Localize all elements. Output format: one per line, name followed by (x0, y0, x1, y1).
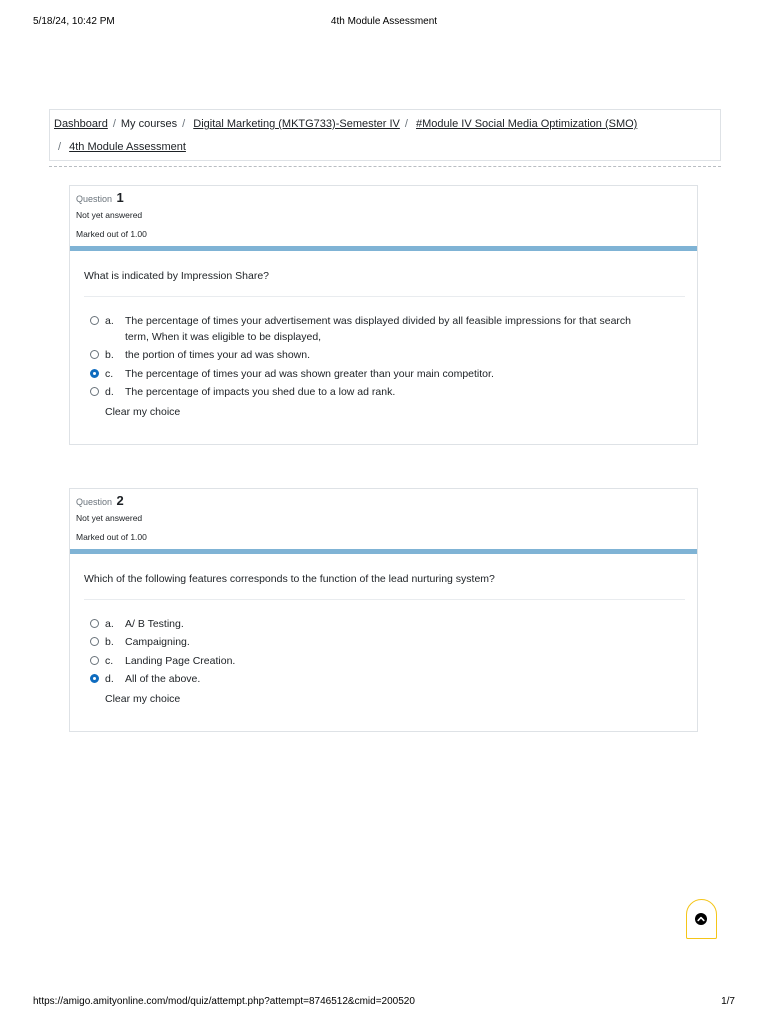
chevron-up-icon (695, 913, 707, 925)
print-date: 5/18/24, 10:42 PM (33, 16, 115, 27)
question-text: Which of the following features corresponds to the function of the lead nurturing system? (84, 573, 495, 585)
option-text: The percentage of impacts you shed due to a low ad rank. (125, 386, 396, 398)
radio-button-checked[interactable] (90, 674, 99, 683)
print-title: 4th Module Assessment (330, 16, 438, 27)
radio-button[interactable] (90, 656, 99, 665)
clear-choice-link[interactable]: Clear my choice (105, 406, 181, 418)
breadcrumb-module[interactable]: #Module IV Social Media Optimization (SMO) (416, 118, 638, 130)
option-letter: d. (105, 673, 114, 685)
option-text: Campaigning. (125, 636, 190, 648)
question-label (76, 493, 124, 508)
radio-button-checked[interactable] (90, 369, 99, 378)
breadcrumb (49, 109, 721, 161)
option-text: A/ B Testing. (125, 618, 184, 630)
question-label (76, 190, 124, 205)
question-info (70, 489, 697, 554)
question-text: What is indicated by Impression Share? (84, 270, 270, 282)
option-letter: b. (105, 636, 114, 648)
option-letter: c. (105, 655, 114, 667)
breadcrumb-separator: / (404, 118, 408, 130)
breadcrumb-separator: / (182, 118, 186, 130)
breadcrumb-dashboard[interactable]: Dashboard (54, 118, 108, 130)
option-text: The percentage of times your ad was shown greater than your main competitor. (125, 368, 494, 380)
option-text: the portion of times your ad was shown. (125, 349, 311, 361)
option-letter: a. (105, 618, 114, 630)
divider (49, 166, 721, 167)
print-page-number: 1/7 (721, 996, 735, 1007)
question-label-text: Question (76, 194, 113, 204)
print-url: https://amigo.amityonline.com/mod/quiz/attempt.php?attempt=8746512&cmid=200520 (33, 996, 415, 1007)
clear-choice-link[interactable]: Clear my choice (105, 693, 181, 705)
question-1 (69, 185, 698, 445)
radio-button[interactable] (90, 316, 99, 325)
question-info (70, 186, 697, 251)
breadcrumb-separator: / (112, 118, 116, 130)
option-letter: c. (105, 368, 114, 380)
option-text: Landing Page Creation. (125, 655, 236, 667)
question-number: 1 (116, 190, 124, 205)
radio-button[interactable] (90, 619, 99, 628)
option-letter: b. (105, 349, 114, 361)
question-state: Not yet answered (76, 513, 143, 523)
breadcrumb-separator: / (58, 141, 62, 153)
option-letter: d. (105, 386, 114, 398)
radio-button[interactable] (90, 350, 99, 359)
print-header (0, 16, 768, 30)
option-text (125, 313, 631, 345)
option-text: All of the above. (125, 673, 201, 685)
question-state: Not yet answered (76, 210, 143, 220)
question-2 (69, 488, 698, 732)
breadcrumb-assessment[interactable]: 4th Module Assessment (69, 141, 186, 153)
question-label-text: Question (76, 497, 113, 507)
radio-button[interactable] (90, 637, 99, 646)
question-divider (84, 599, 685, 600)
question-divider (84, 296, 685, 297)
print-footer (0, 996, 768, 1010)
question-number: 2 (116, 493, 124, 508)
option-text-line1: The percentage of times your advertisement was displayed divided by all feasible impressions for that search (125, 315, 632, 327)
option-text-line2: term, When it was eligible to be displayed, (125, 331, 322, 343)
question-grade: Marked out of 1.00 (76, 229, 147, 239)
question-grade: Marked out of 1.00 (76, 532, 147, 542)
option-letter: a. (105, 315, 114, 327)
breadcrumb-course[interactable]: Digital Marketing (MKTG733)-Semester IV (193, 118, 400, 130)
radio-button[interactable] (90, 387, 99, 396)
back-to-top-button[interactable] (686, 899, 717, 939)
breadcrumb-my-courses: My courses (120, 118, 178, 130)
